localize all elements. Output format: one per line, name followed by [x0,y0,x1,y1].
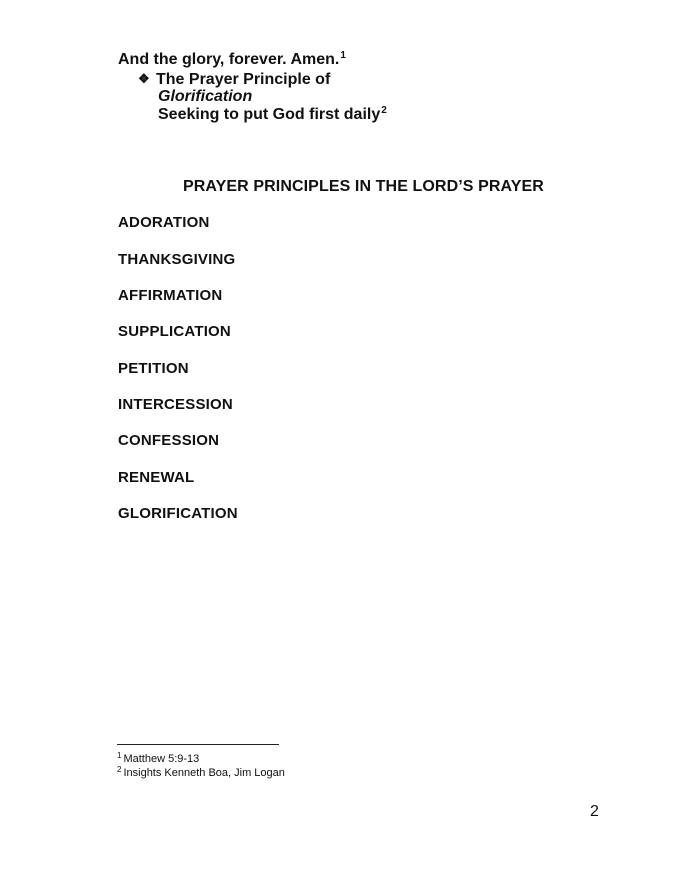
bullet-item [138,70,330,89]
bullet-title-italic [158,88,252,106]
diamond-bullet-icon: ❖ [138,71,150,86]
closing-line-text: And the glory, forever. Amen. [118,51,340,68]
principle-label: RENEWAL [118,469,195,486]
footnote-separator [117,744,279,745]
footnote [117,753,199,766]
principle-item [118,360,189,378]
footnote [117,767,285,780]
principle-label: THANKSGIVING [118,251,236,268]
principle-label: INTERCESSION [118,396,233,413]
principle-label: AFFIRMATION [118,287,223,304]
principle-label: CONFESSION [118,432,220,449]
section-heading [183,178,544,196]
principle-label: PETITION [118,360,189,377]
principle-item [118,396,233,414]
principle-item [118,251,235,269]
principle-item [118,432,219,450]
principle-item [118,287,222,305]
footnote-ref-2: 2 [381,105,387,116]
footnote-text: Insights Kenneth Boa, Jim Logan [123,767,285,779]
closing-line [118,51,346,69]
bullet-subtitle-text: Seeking to put God first daily [158,106,381,123]
footnote-number: 1 [117,751,122,760]
principle-item [118,214,210,232]
bullet-title-italic-text: Glorification [158,88,253,105]
section-heading-text: PRAYER PRINCIPLES IN THE LORD’S PRAYER [183,178,544,195]
principle-item [118,469,194,487]
principle-label: SUPPLICATION [118,323,231,340]
principle-label: GLORIFICATION [118,505,238,522]
bullet-subtitle [158,106,387,124]
bullet-title: The Prayer Principle of [156,71,331,88]
principle-item [118,323,231,341]
footnote-text: Matthew 5:9-13 [123,753,200,765]
principle-label: ADORATION [118,214,210,231]
page-number: 2 [590,803,599,820]
principle-item [118,505,238,523]
footnote-number: 2 [117,765,122,774]
footnote-ref-1: 1 [340,50,346,61]
